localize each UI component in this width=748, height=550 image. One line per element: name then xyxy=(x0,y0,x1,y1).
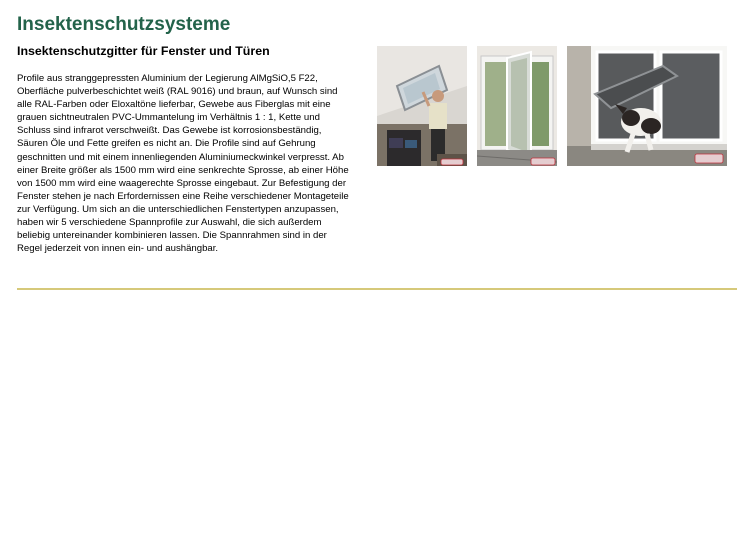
roof-window-screen-image xyxy=(377,46,467,166)
door-screen-photo[interactable] xyxy=(477,46,557,166)
pet-door-screen-photo[interactable] xyxy=(567,46,727,166)
page-title: Insektenschutzsysteme xyxy=(17,14,231,35)
section-title: Insektenschutzgitter für Fenster und Türen xyxy=(17,44,270,58)
section-divider xyxy=(17,288,737,290)
pet-door-screen-image xyxy=(567,46,727,166)
roof-window-screen-photo[interactable] xyxy=(377,46,467,166)
product-description: Profile aus stranggepressten Aluminium der Legierung AlMgSiO,5 F22, Oberfläche pulverbeschichtet weiß (RAL 9016) und braun, auf Wunsch sind alle RAL-Farben oder Eloxaltöne lieferbar, Gewebe aus Fiberglas mit eine grauen sichtneutralen PVC-Ummantelung im Verhältnis 1 : 1, Kette und Schluss sind infrarot verschweißt. Das Gewebe ist korrosionsbeständig, Säuren Öle und Fette greifen es nicht an. Die Profile sind auf Gehrung geschnitten und mit einem innenliegenden Aluminiumeckwinkel verpresst. Ab einer Breite größer als 1500 mm wird eine senkrechte Sprosse, ab einer Höhe von 1500 mm wird eine waagerechte Sprosse eingebaut. Zur Befestigung der Fenster stehen je nach Erfordernissen eine Reihe verschiedener Montageteile zur Verfügung. Um sich an die unterschiedlichen Fenstertypen anzupassen, haben wir 5 verschiedene Spannprofile zur Auswahl, die sich außerdem beliebig untereinander kombinieren lassen. Die Spannrahmen sind in der Regel jederzeit von innen ein- und aushängbar. xyxy=(17,73,349,255)
door-screen-image xyxy=(477,46,557,166)
